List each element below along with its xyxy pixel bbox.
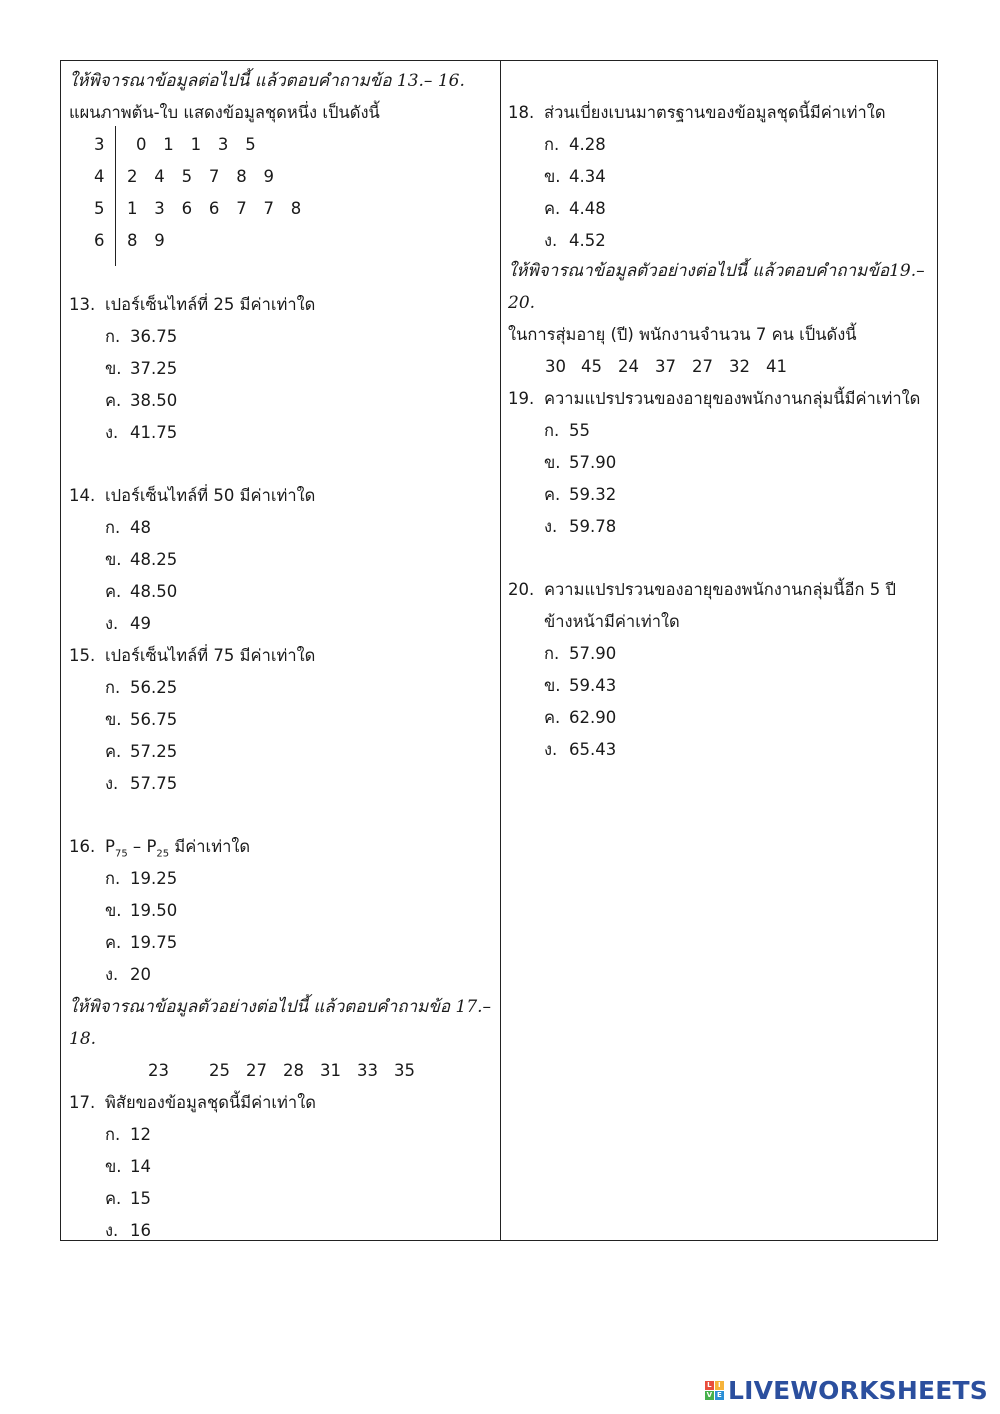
question-number: 20. [508, 580, 535, 599]
intro-19-20-cont: 20. [508, 293, 536, 313]
leaf-value: 8 [127, 231, 138, 250]
choice-value: 19.50 [130, 901, 178, 920]
choice-label: ง. [105, 774, 119, 793]
choice-label: ง. [544, 517, 558, 536]
choice-label: ข. [544, 453, 561, 472]
choice-label: ง. [544, 231, 558, 250]
choice-label: ค. [544, 485, 561, 504]
question-text: เปอร์เซ็นไทล์ที่ 75 มีค่าเท่าใด [105, 646, 316, 665]
choice-label: ง. [105, 1221, 119, 1240]
leaf-value: 8 [236, 167, 247, 186]
logo-tile: V [706, 1390, 713, 1399]
leaf-value: 3 [217, 135, 229, 154]
choice-label: ข. [105, 710, 122, 729]
choice-value: 59.78 [569, 517, 617, 536]
question-text: ส่วนเบี่ยงเบนมาตรฐานของข้อมูลชุดนี้มีค่าเท่าใด [544, 103, 886, 122]
liveworksheets-wordmark: LIVEWORKSHEETS [727, 1375, 988, 1405]
choice-label: ข. [105, 550, 122, 569]
question-text-cont: ข้างหน้ามีค่าเท่าใด [544, 612, 680, 631]
leaf-value: 5 [181, 167, 193, 186]
leaf-value: 0 [136, 135, 147, 154]
question-16-number: 16. [69, 837, 96, 856]
data-value: 41 [766, 357, 787, 376]
choice-value: 16 [130, 1221, 151, 1240]
choice-value: 4.52 [569, 231, 606, 250]
column-divider [500, 61, 501, 1240]
choice-value: 56.75 [130, 710, 178, 729]
choice-label: ข. [105, 1157, 122, 1176]
data-value: 45 [581, 357, 602, 376]
leaf-value: 6 [208, 199, 220, 218]
choice-label: ค. [544, 199, 561, 218]
choice-label: ข. [544, 676, 561, 695]
choice-label: ง. [544, 740, 558, 759]
data-value: 35 [394, 1061, 415, 1080]
leaf-value: 1 [127, 199, 138, 218]
data-value: 27 [246, 1061, 267, 1080]
choice-label: ก. [544, 135, 560, 154]
choice-value: 49 [130, 614, 151, 633]
choice-value: 55 [569, 421, 590, 440]
question-number: 13. [69, 295, 96, 314]
choice-label: ค. [105, 742, 122, 761]
choice-label: ง. [105, 614, 119, 633]
choice-value: 57.25 [130, 742, 178, 761]
choice-value: 19.25 [130, 869, 178, 888]
stem-leaf-caption: แผนภาพต้น-ใบ แสดงข้อมูลชุดหนึ่ง เป็นดังนี้ [69, 103, 380, 122]
intro-17-18-cont: 18. [69, 1029, 97, 1049]
liveworksheets-logo [705, 1376, 988, 1404]
choice-label: ก. [544, 421, 560, 440]
worksheet-table [60, 60, 938, 1241]
choice-value: 4.28 [569, 135, 606, 154]
question-16-text: $P_{75} - P_{25}$ มีค่าเท่าใด [105, 837, 251, 860]
choice-value: 62.90 [569, 708, 617, 727]
choice-value: 20 [130, 965, 151, 984]
question-number: 15. [69, 646, 96, 665]
question-number: 14. [69, 486, 96, 505]
data-value: 24 [618, 357, 639, 376]
liveworksheets-logo-icon [705, 1381, 724, 1400]
question-number: 18. [508, 103, 535, 122]
choice-value: 59.32 [569, 485, 617, 504]
choice-value: 38.50 [130, 391, 178, 410]
choice-label: ง. [105, 965, 119, 984]
choice-value: 36.75 [130, 327, 178, 346]
choice-value: 48.25 [130, 550, 178, 569]
choice-value: 48 [130, 518, 151, 537]
data-value: 28 [283, 1061, 304, 1080]
intro-17-18: ให้พิจารณาข้อมูลตัวอย่างต่อไปนี้ แล้วตอบคำถามข้อ 17.– [69, 997, 492, 1017]
choice-label: ก. [544, 644, 560, 663]
leaf-value: 5 [245, 135, 256, 154]
question-number: 19. [508, 389, 535, 408]
choice-label: ง. [105, 423, 119, 442]
leaf-value: 4 [154, 167, 165, 186]
leaf-value: 7 [236, 199, 247, 218]
data-value: 25 [209, 1061, 230, 1080]
choice-value: 48.50 [130, 582, 178, 601]
stem-leaf-divider [115, 126, 116, 266]
choice-value: 57.75 [130, 774, 178, 793]
choice-value: 57.90 [569, 453, 617, 472]
data-value: 32 [729, 357, 750, 376]
choice-label: ค. [105, 582, 122, 601]
choice-value: 14 [130, 1157, 151, 1176]
data-value: 27 [692, 357, 713, 376]
data-value: 31 [320, 1061, 341, 1080]
choice-label: ค. [105, 391, 122, 410]
logo-tile: E [715, 1391, 724, 1400]
intro-13-16: ให้พิจารณาข้อมูลต่อไปนี้ แล้วตอบคำถามข้อ 13.– 16. [69, 71, 465, 91]
leaf-value: 7 [208, 167, 220, 186]
question-text: ความแปรปรวนของอายุของพนักงานกลุ่มนี้มีค่าเท่าใด [544, 389, 921, 408]
leaf-value: 2 [127, 167, 138, 186]
choice-label: ก. [105, 327, 121, 346]
stem-value: 3 [94, 135, 105, 154]
choice-value: 41.75 [130, 423, 178, 442]
question-number: 17. [69, 1093, 96, 1112]
data-value: 30 [545, 357, 566, 376]
leaf-value: 7 [263, 199, 274, 218]
choice-value: 56.25 [130, 678, 178, 697]
choice-value: 12 [130, 1125, 151, 1144]
choice-label: ค. [105, 1189, 122, 1208]
question-text: เปอร์เซ็นไทล์ที่ 25 มีค่าเท่าใด [105, 295, 316, 314]
choice-label: ก. [105, 518, 121, 537]
choice-label: ก. [105, 869, 121, 888]
choice-label: ค. [105, 933, 122, 952]
stem-value: 4 [94, 167, 105, 186]
choice-label: ค. [544, 708, 561, 727]
choice-value: 19.75 [130, 933, 178, 952]
choice-value: 15 [130, 1189, 151, 1208]
leaf-value: 9 [154, 231, 165, 250]
choice-value: 59.43 [569, 676, 617, 695]
choice-value: 57.90 [569, 644, 617, 663]
choice-label: ข. [105, 359, 122, 378]
choice-value: 65.43 [569, 740, 617, 759]
age-sample-caption: ในการสุ่มอายุ (ปี) พนักงานจำนวน 7 คน เป็นดังนี้ [508, 325, 857, 344]
stem-value: 6 [94, 231, 105, 250]
choice-label: ก. [105, 678, 121, 697]
question-text: พิสัยของข้อมูลชุดนี้มีค่าเท่าใด [105, 1093, 316, 1112]
leaf-value: 3 [154, 199, 165, 218]
leaf-value: 1 [190, 135, 202, 154]
choice-value: 4.34 [569, 167, 606, 186]
choice-label: ก. [105, 1125, 121, 1144]
choice-value: 4.48 [569, 199, 606, 218]
leaf-value: 1 [163, 135, 174, 154]
data-value: 23 [148, 1061, 169, 1080]
question-text: เปอร์เซ็นไทล์ที่ 50 มีค่าเท่าใด [105, 486, 316, 505]
logo-tile: L [705, 1381, 714, 1390]
leaf-value: 6 [181, 199, 193, 218]
stem-value: 5 [94, 199, 105, 218]
choice-label: ข. [105, 901, 122, 920]
choice-label: ข. [544, 167, 561, 186]
leaf-value: 9 [263, 167, 274, 186]
data-value: 33 [357, 1061, 378, 1080]
leaf-value: 8 [290, 199, 302, 218]
intro-19-20: ให้พิจารณาข้อมูลตัวอย่างต่อไปนี้ แล้วตอบคำถามข้อ19.– [508, 261, 925, 281]
choice-value: 37.25 [130, 359, 178, 378]
data-value: 37 [655, 357, 676, 376]
logo-tile: I [715, 1381, 724, 1390]
question-text: ความแปรปรวนของอายุของพนักงานกลุ่มนี้อีก 5 ปี [544, 580, 896, 599]
